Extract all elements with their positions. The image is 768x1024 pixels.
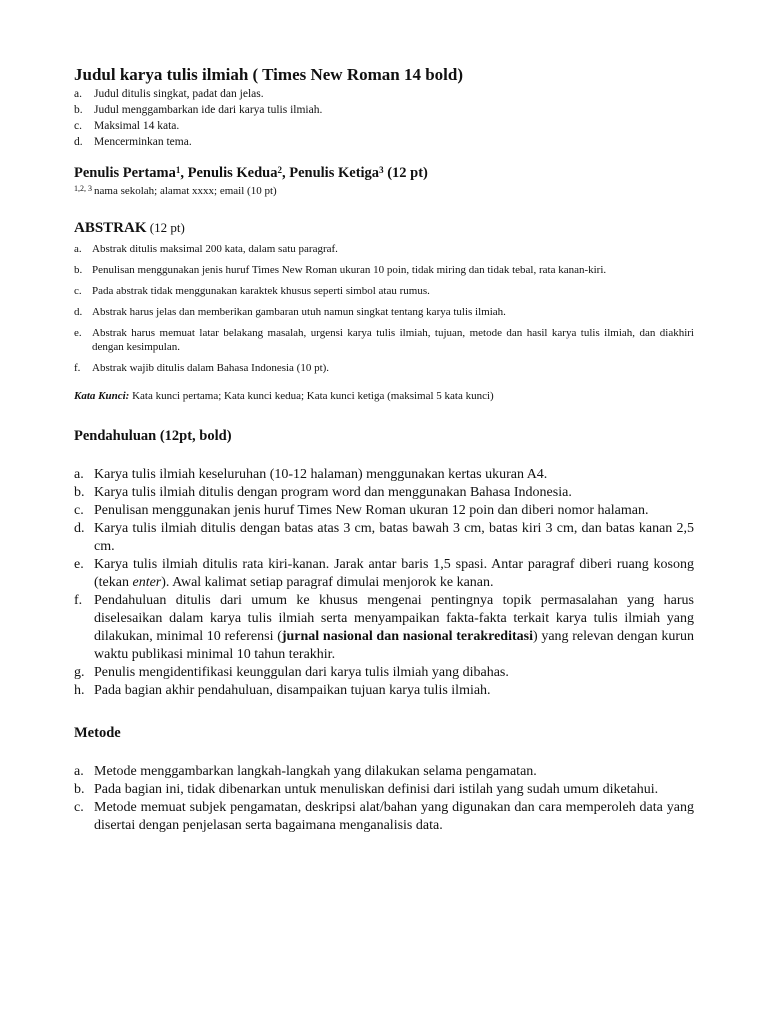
list-marker: b. (74, 264, 83, 276)
list-marker: d. (74, 306, 83, 318)
list-item (74, 466, 694, 484)
list-text: Penulisan menggunakan jenis huruf Times New Roman ukuran 10 poin, tidak miring dan tidak tebal, rata kanan-kiri. (92, 264, 607, 276)
list-text: Pada bagian akhir pendahuluan, disampaikan tujuan karya tulis ilmiah. (94, 683, 491, 698)
list-item (74, 799, 694, 835)
list-item (74, 502, 694, 520)
list-text: Abstrak ditulis maksimal 200 kata, dalam satu paragraf. (92, 243, 338, 255)
list-text: Penulisan menggunakan jenis huruf Times New Roman ukuran 12 poin dan diberi nomor halaman. (94, 503, 649, 518)
list-text: Pada bagian ini, tidak dibenarkan untuk menuliskan definisi dari istilah yang sudah umum diketahui. (94, 782, 659, 797)
metode-heading: Metode (74, 725, 121, 741)
list-item (74, 781, 694, 799)
list-marker: h. (74, 683, 85, 698)
list-item (74, 243, 694, 257)
document-title: Judul karya tulis ilmiah ( Times New Roman 14 bold) (74, 65, 464, 84)
list-marker: g. (74, 665, 85, 680)
text-run: Karya tulis ilmiah ditulis rata kiri-kanan. Jarak antar baris 1,5 spasi. Antar paragraf diberi ruang kosong (tekan (94, 557, 694, 590)
list-item (74, 362, 694, 376)
list-marker: b. (74, 104, 83, 116)
list-text: Maksimal 14 kata. (94, 120, 180, 132)
list-marker: c. (74, 800, 84, 815)
list-item (74, 264, 694, 278)
list-text: Karya tulis ilmiah keseluruhan (10-12 halaman) menggunakan kertas ukuran A4. (94, 467, 548, 482)
list-text: Judul menggambarkan ide dari karya tulis ilmiah. (94, 104, 323, 116)
list-text: Karya tulis ilmiah ditulis dengan batas atas 3 cm, batas bawah 3 cm, batas kiri 3 cm, dan batas kanan 2,5 cm. (94, 521, 694, 554)
pendahuluan-list (74, 466, 694, 700)
list-item (74, 763, 694, 781)
emphasis-text: enter (132, 575, 162, 590)
text-run: ). Awal kalimat setiap paragraf dimulai menjorok ke kanan. (161, 575, 494, 590)
list-item (74, 682, 694, 700)
list-text: Metode memuat subjek pengamatan, deskripsi alat/bahan yang digunakan dan cara memperoleh data yang disertai dengan penjelasan serta bagaimana menganalisis data. (94, 800, 694, 833)
author-size-note: (12 pt) (383, 165, 428, 181)
list-item (74, 306, 694, 320)
author-second-sup: 2 (277, 165, 282, 175)
abstract-guidelines-list (74, 243, 694, 375)
list-marker: a. (74, 243, 82, 255)
list-item (74, 327, 694, 354)
list-text: Penulis mengidentifikasi keunggulan dari karya tulis ilmiah yang dibahas. (94, 665, 509, 680)
list-text: Pada abstrak tidak menggunakan karaktek khusus seperti simbol atau rumus. (92, 285, 430, 297)
author-third-sup: 3 (379, 165, 384, 175)
list-text (94, 592, 694, 664)
list-text: Mencerminkan tema. (94, 136, 192, 148)
list-item (74, 520, 694, 556)
list-marker: c. (74, 503, 84, 518)
list-marker: f. (74, 361, 81, 374)
list-marker: c. (74, 120, 82, 132)
author-first: Penulis Pertama (74, 165, 176, 181)
document-page (74, 64, 694, 835)
list-text: Abstrak harus jelas dan memberikan gambaran utuh namun singkat tentang karya tulis ilmiah. (92, 306, 506, 318)
affiliation-text: nama sekolah; alamat xxxx; email (10 pt) (94, 185, 277, 197)
list-marker: f. (74, 593, 83, 608)
author-second: , Penulis Kedua (180, 165, 278, 181)
abstract-heading (74, 218, 694, 238)
metode-list (74, 763, 694, 835)
list-marker: c. (74, 285, 82, 297)
list-item (74, 102, 694, 118)
abstract-heading-label: ABSTRAK (74, 220, 147, 236)
list-marker: e. (74, 327, 82, 339)
list-text: Karya tulis ilmiah ditulis dengan program word dan menggunakan Bahasa Indonesia. (94, 485, 572, 500)
abstract-heading-size: (12 pt) (146, 220, 185, 235)
author-line (74, 161, 694, 182)
list-marker: a. (74, 764, 84, 779)
list-item (74, 118, 694, 134)
list-text: Judul ditulis singkat, padat dan jelas. (94, 88, 264, 100)
list-marker: b. (74, 782, 85, 797)
list-marker: d. (74, 521, 85, 536)
list-text (94, 556, 694, 592)
list-item (74, 285, 694, 299)
keywords-line (74, 389, 694, 403)
title-guidelines-list (74, 86, 694, 150)
list-marker: d. (74, 136, 83, 148)
list-item (74, 592, 694, 664)
keywords-text: Kata kunci pertama; Kata kunci kedua; Kata kunci ketiga (maksimal 5 kata kunci) (129, 390, 494, 402)
bold-text: jurnal nasional dan nasional terakreditasi (281, 629, 533, 644)
list-text: Abstrak harus memuat latar belakang masalah, urgensi karya tulis ilmiah, tujuan, metode dan hasil karya tulis ilmiah, dan diakhiri dengan kesimpulan. (92, 327, 694, 353)
author-third: , Penulis Ketiga (281, 165, 380, 181)
list-marker: a. (74, 88, 82, 100)
author-first-sup: 1 (175, 165, 181, 175)
list-marker: b. (74, 485, 85, 500)
list-marker: a. (74, 467, 84, 482)
list-item (74, 86, 694, 102)
affiliation-line (74, 182, 694, 198)
text-run: Pendahuluan ditulis dari umum ke khusus mengenai pentingnya topik permasalahan yang harus diselesaikan dalam karya tulis ilmiah serta menyampaikan fakta-fakta terkait karya tulis ilmiah yang dilakukan, minimal 10 referensi ( (94, 593, 694, 644)
list-item (74, 484, 694, 502)
list-item (74, 556, 694, 592)
keywords-label: Kata Kunci: (74, 390, 130, 402)
list-text: Metode menggambarkan langkah-langkah yang dilakukan selama pengamatan. (94, 764, 537, 779)
list-text: Abstrak wajib ditulis dalam Bahasa Indonesia (10 pt). (92, 361, 330, 374)
list-item (74, 664, 694, 682)
text-run: ) yang relevan dengan kurun waktu publikasi minimal 10 tahun terakhir. (94, 629, 694, 662)
list-item (74, 134, 694, 150)
list-marker: e. (74, 557, 84, 572)
affiliation-sup: 1,2, 3 (74, 184, 92, 193)
pendahuluan-heading: Pendahuluan (12pt, bold) (74, 428, 232, 444)
